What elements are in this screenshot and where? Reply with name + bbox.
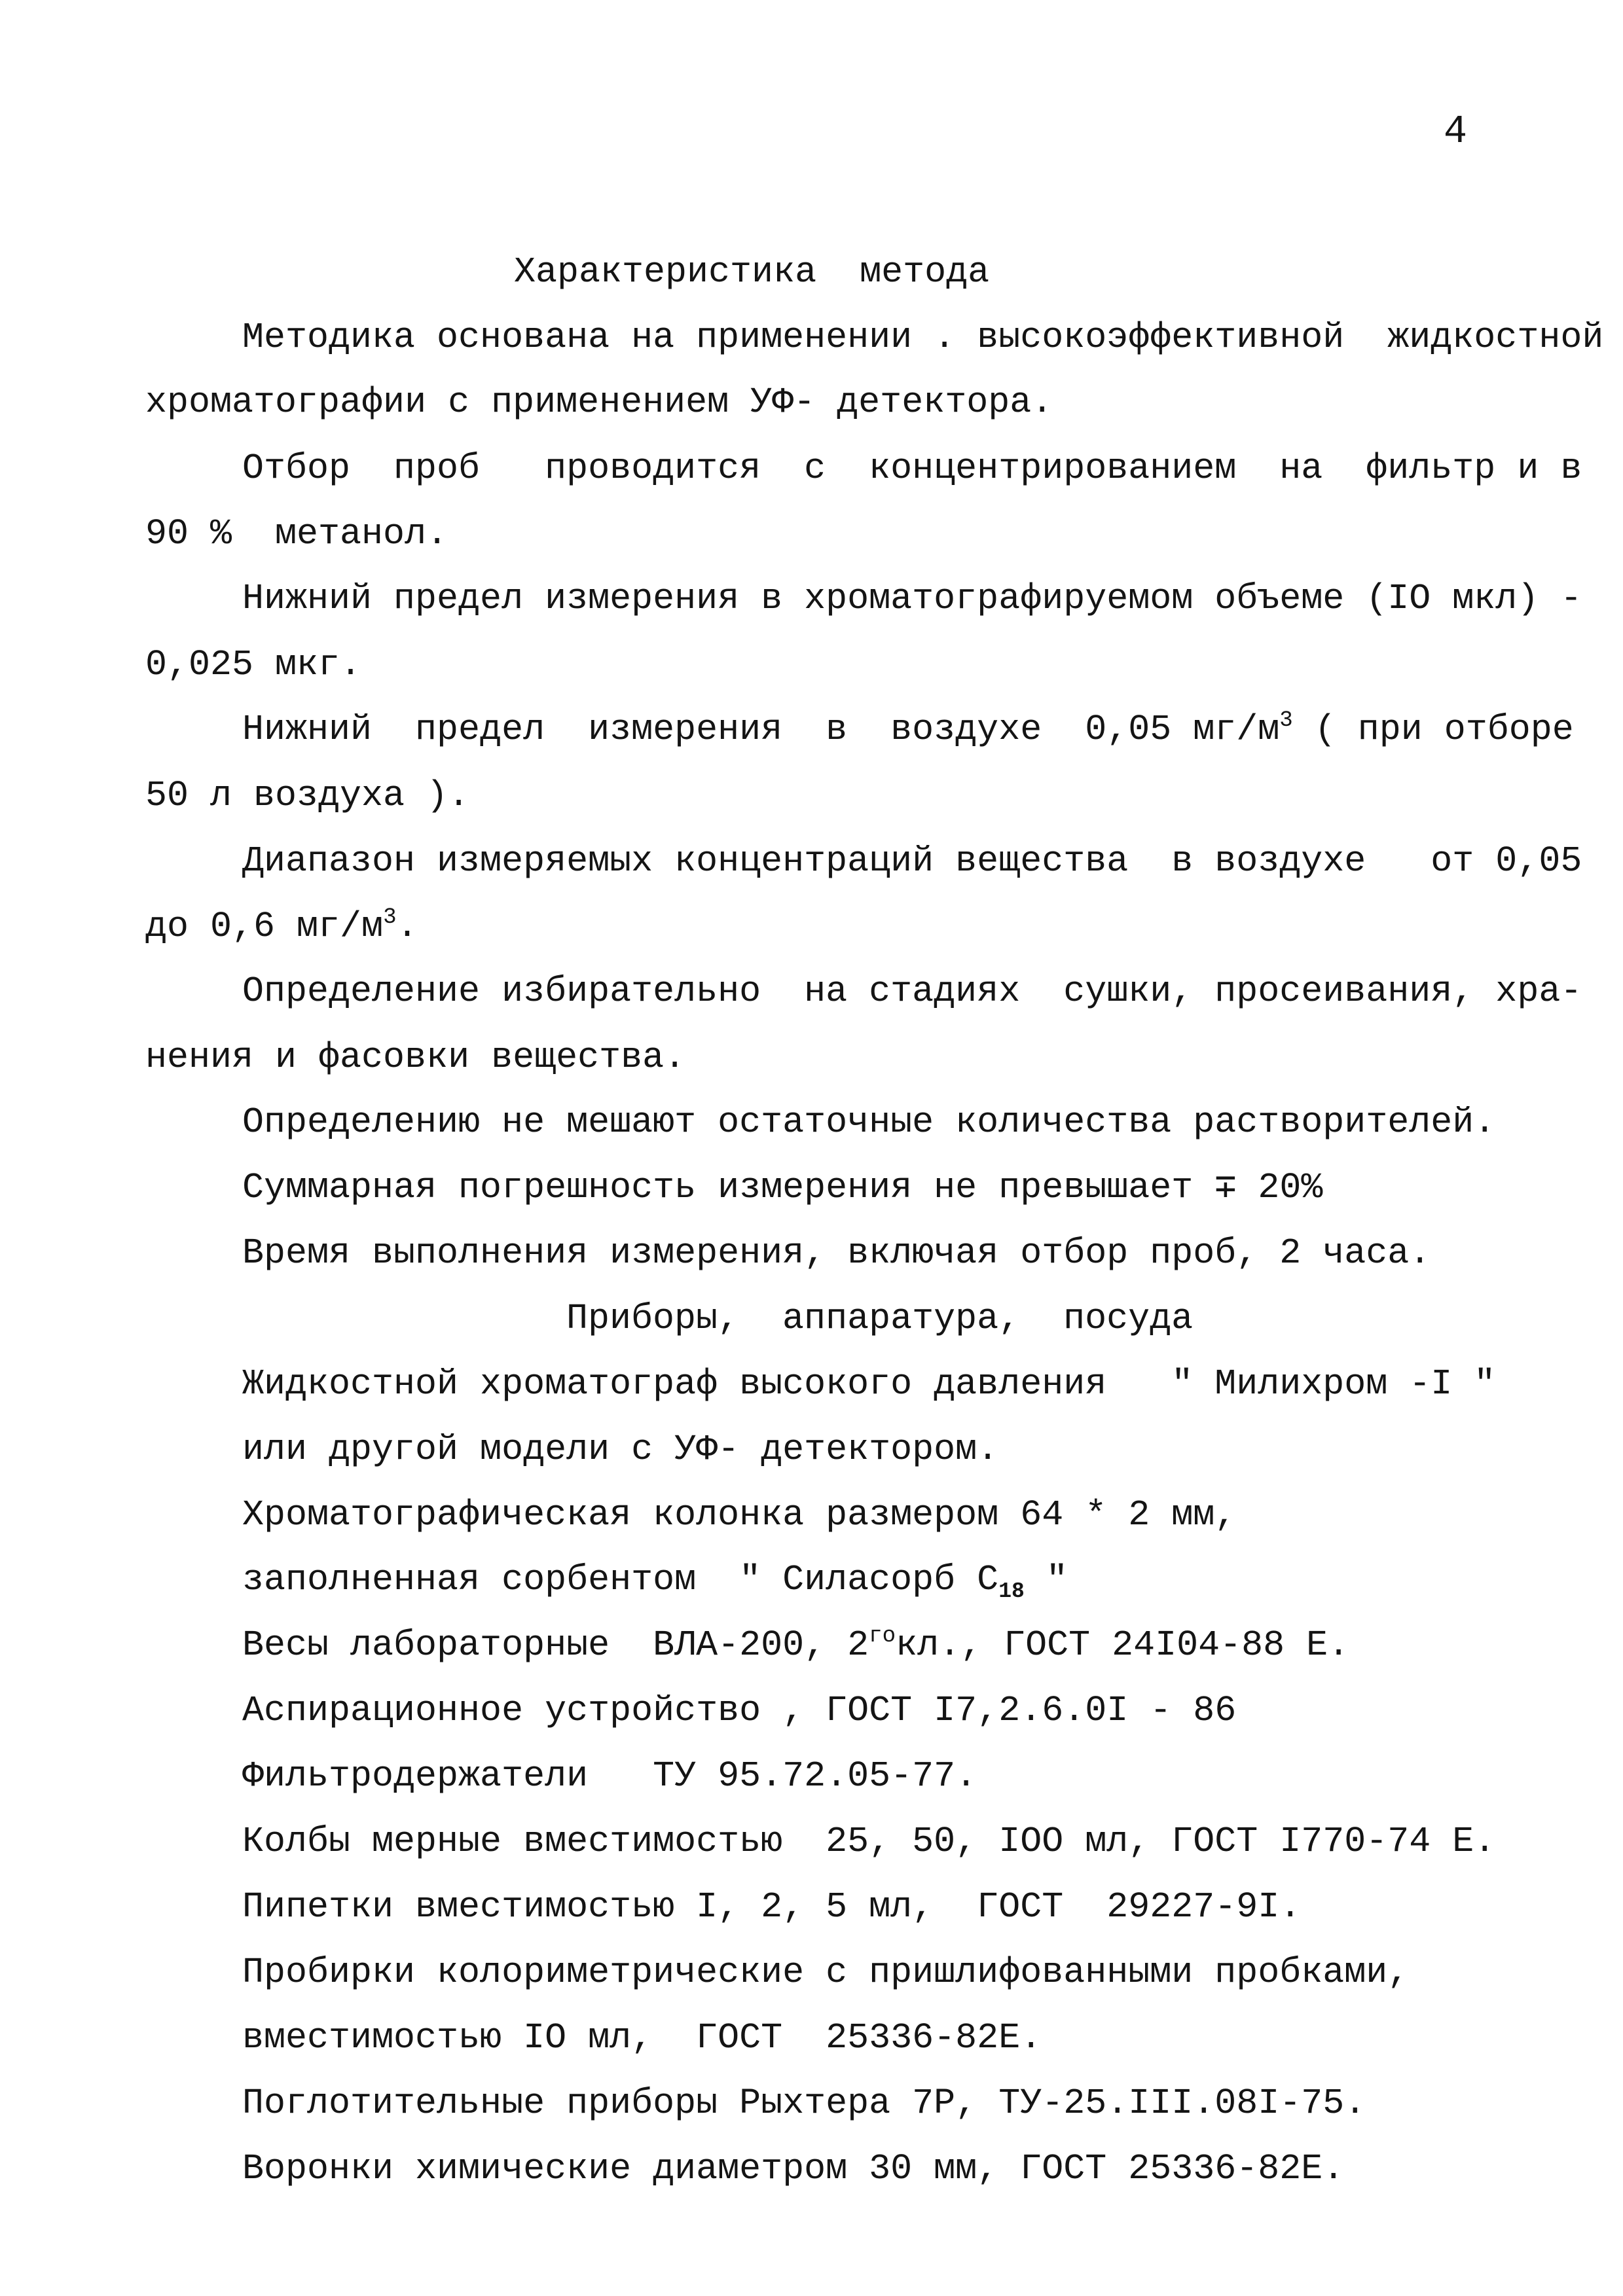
text-line: 50 л воздуха ). xyxy=(145,775,470,816)
text-line: Хроматографическая колонка размером 64 * 2 мм, xyxy=(242,1494,1237,1535)
page-number: 4 xyxy=(1444,110,1468,154)
text-line: хроматографии с применением УФ- детектора. xyxy=(145,382,1053,423)
text-line: 0,025 мкг. xyxy=(145,644,362,685)
text-line: Фильтродержатели ТУ 95.72.05-77. xyxy=(242,1755,977,1797)
text-line xyxy=(145,905,418,947)
text-line: Воронки химические диаметром 30 мм, ГОСТ 25336-82Е. xyxy=(242,2148,1345,2189)
text-line: Поглотительные приборы Рыхтера 7Р, ТУ-25.III.08I-75. xyxy=(242,2083,1366,2124)
text-line: Определение избирательно на стадиях сушки, просеивания, хра- xyxy=(242,971,1582,1012)
text-line: Жидкостной хроматограф высокого давления " Милихром -I " xyxy=(242,1363,1496,1405)
text-line: Время выполнения измерения, включая отбор проб, 2 часа. xyxy=(242,1232,1431,1274)
text-line xyxy=(242,1559,1068,1604)
text-line: Пипетки вместимостью I, 2, 5 мл, ГОСТ 29227-9I. xyxy=(242,1886,1302,1928)
text-line: Диапазон измеряемых концентраций вещества в воздухе от 0,05 xyxy=(242,840,1582,882)
subscript: 18 xyxy=(998,1579,1025,1604)
text-run: . xyxy=(396,906,418,947)
text-run: Нижний предел измерения в воздухе 0,05 мг/м xyxy=(242,709,1280,750)
text-run: до 0,6 мг/м xyxy=(145,906,384,947)
text-run: Весы лабораторные ВЛА-200, 2 xyxy=(242,1624,869,1666)
text-run: кл., ГОСТ 24I04-88 Е. xyxy=(896,1624,1350,1666)
text-run: " xyxy=(1024,1559,1068,1600)
text-line: Отбор проб проводится с концентрированием на фильтр и в xyxy=(242,448,1582,489)
text-line: Суммарная погрешность измерения не превышает ∓ 20% xyxy=(242,1167,1323,1208)
superscript: 3 xyxy=(383,905,397,930)
text-line xyxy=(242,1623,1350,1666)
text-line: Пробирки колориметрические с пришлифованными пробками, xyxy=(242,1952,1410,1993)
superscript: го xyxy=(869,1623,896,1649)
superscript: 3 xyxy=(1279,708,1293,733)
text-line: Аспирационное устройство , ГОСТ I7,2.6.0I - 86 xyxy=(242,1690,1237,1731)
section-title-method: Характеристика метода xyxy=(514,251,990,293)
section-title-equipment: Приборы, аппаратура, посуда xyxy=(566,1298,1194,1339)
text-line: Нижний предел измерения в хроматографируемом объеме (IO мкл) - xyxy=(242,578,1582,619)
text-line: или другой модели с УФ- детектором. xyxy=(242,1429,999,1470)
text-line: Методика основана на применении . высокоэффективной жидкостной xyxy=(242,317,1604,358)
text-line xyxy=(242,708,1574,750)
text-line: Колбы мерные вместимостью 25, 50, IOO мл, ГОСТ I770-74 Е. xyxy=(242,1821,1496,1862)
text-line: вместимостью IO мл, ГОСТ 25336-82Е. xyxy=(242,2017,1042,2058)
text-line: нения и фасовки вещества. xyxy=(145,1037,686,1078)
text-line: 90 % метанол. xyxy=(145,513,448,554)
text-run: ( при отборе xyxy=(1292,709,1574,750)
text-run: заполненная сорбентом " Силасорб С xyxy=(242,1559,999,1600)
text-line: Определению не мешают остаточные количества растворителей. xyxy=(242,1102,1496,1143)
